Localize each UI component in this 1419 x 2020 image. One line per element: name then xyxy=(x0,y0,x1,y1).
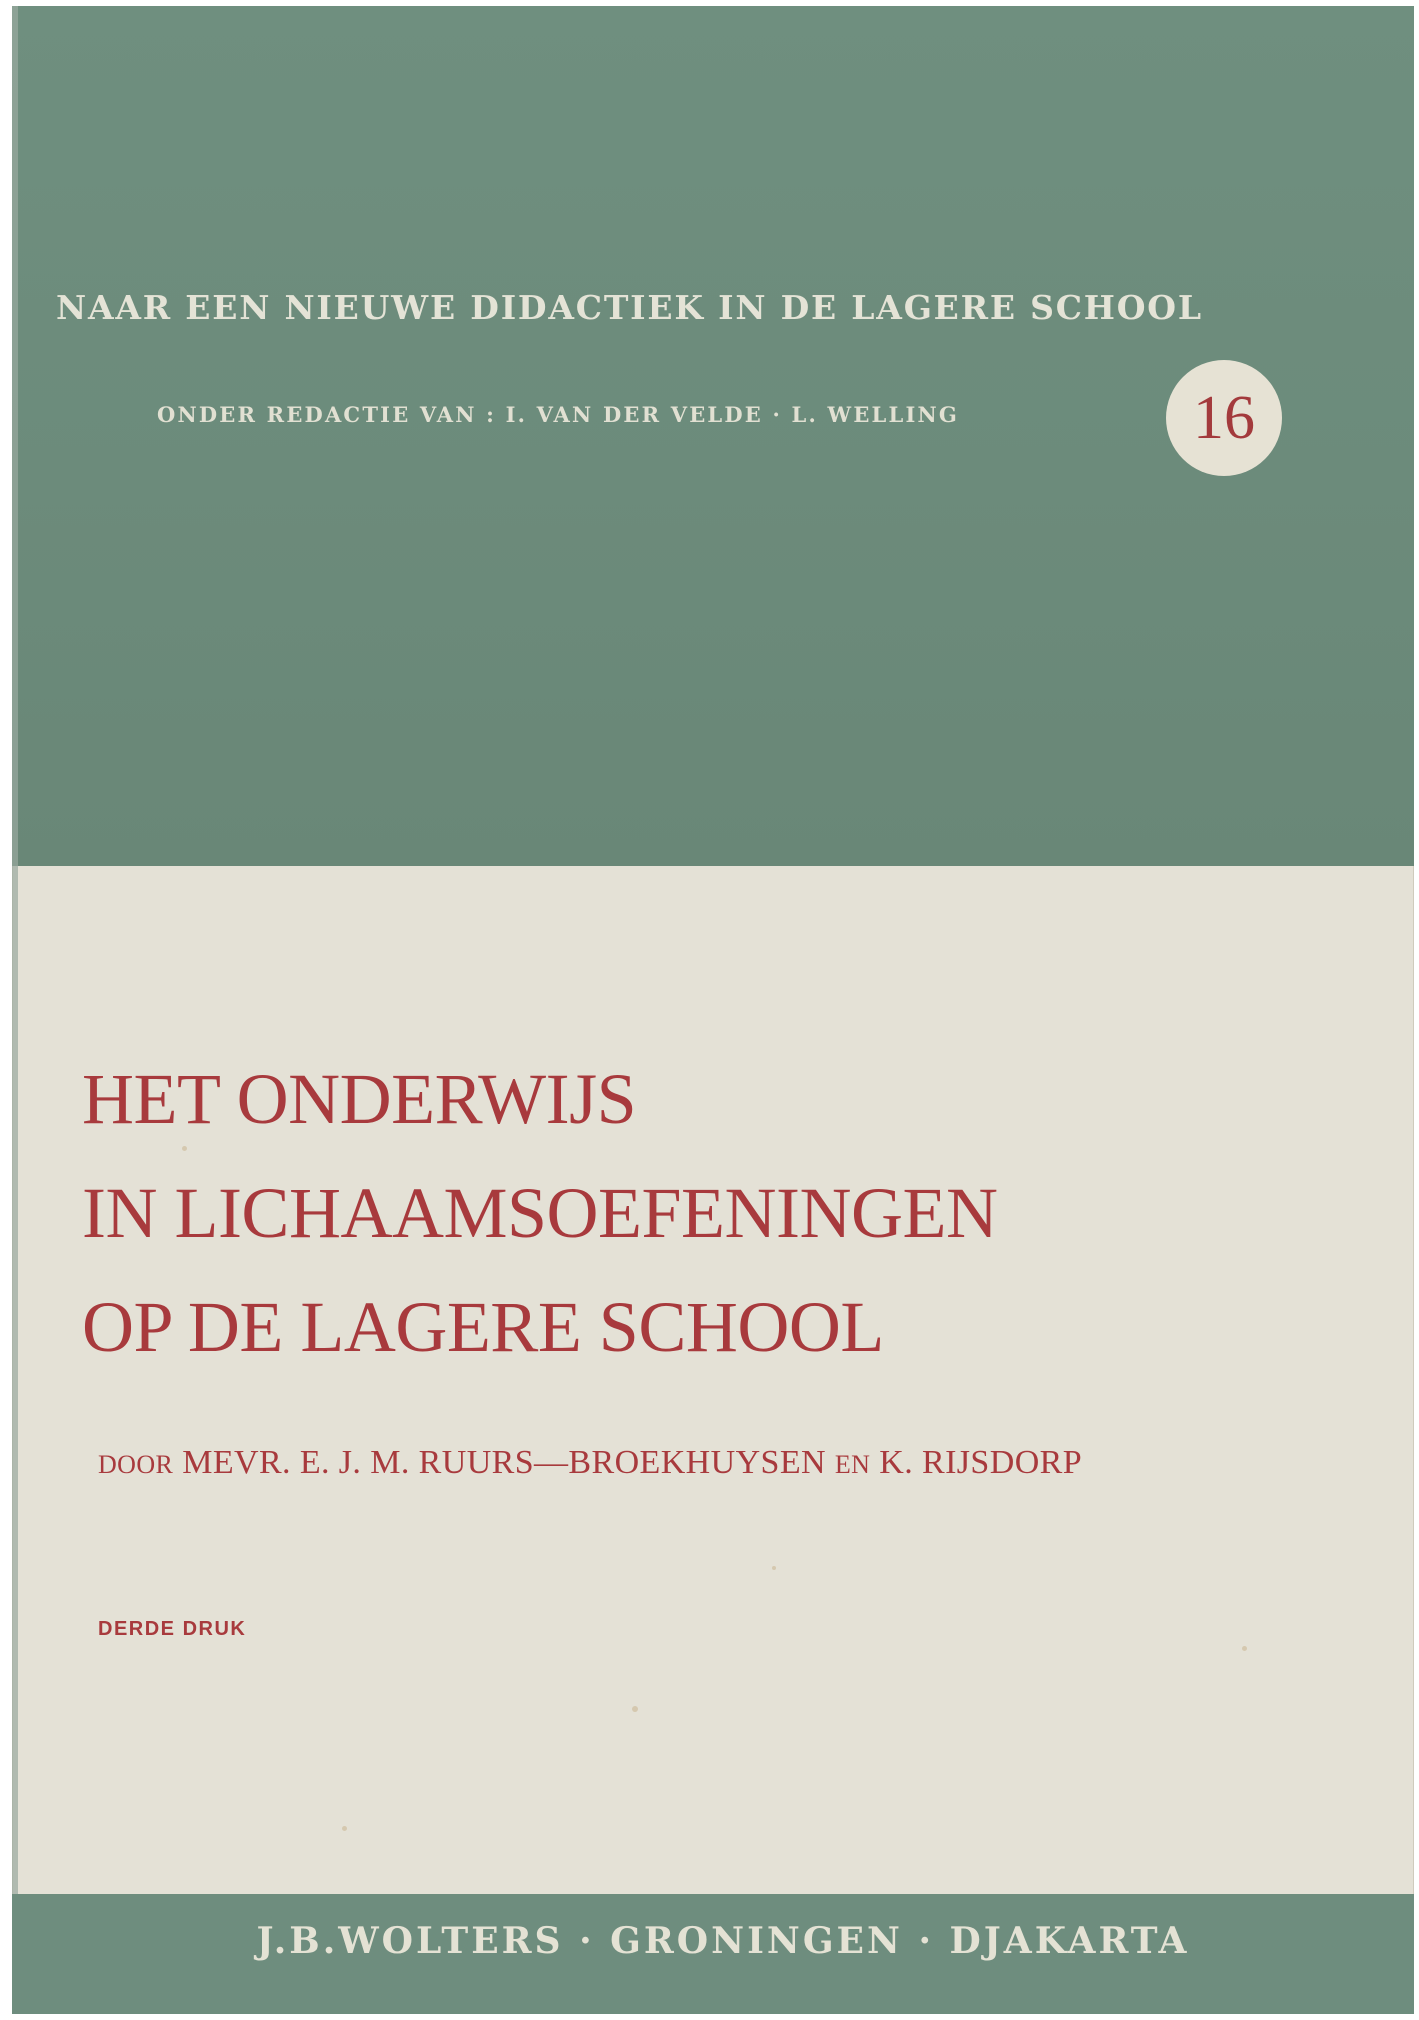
series-title: NAAR EEN NIEUWE DIDACTIEK IN DE LAGERE SCHOOL xyxy=(56,288,1203,327)
top-green-band xyxy=(12,6,1414,866)
volume-badge xyxy=(1166,360,1282,476)
title-line-3: OP DE LAGERE SCHOOL xyxy=(82,1287,884,1367)
edition-label: DERDE DRUK xyxy=(98,1618,247,1640)
bottom-green-band xyxy=(12,1894,1414,2014)
authors-mevr: MEVR. xyxy=(182,1444,291,1481)
title-line-2: IN LICHAAMSOEFENINGEN xyxy=(82,1173,998,1253)
volume-number: 16 xyxy=(1193,383,1255,452)
cover-edge xyxy=(12,6,18,2014)
paper-speck xyxy=(772,1566,776,1570)
authors-line xyxy=(98,1444,1348,1482)
title-line-1: HET ONDERWIJS xyxy=(82,1059,637,1139)
authors-door: DOOR xyxy=(98,1450,174,1479)
paper-speck xyxy=(632,1706,638,1712)
authors-en: EN xyxy=(834,1450,871,1479)
editors-line: ONDER REDACTIE VAN : I. VAN DER VELDE · L. WELLING xyxy=(157,402,960,427)
publisher-line: J.B.WOLTERS · GRONINGEN · DJAKARTA xyxy=(256,1920,1190,1962)
book-cover xyxy=(12,6,1414,2014)
main-title xyxy=(82,1042,1282,1384)
paper-speck xyxy=(342,1826,347,1831)
paper-speck xyxy=(182,1146,187,1151)
author-2: K. RIJSDORP xyxy=(879,1444,1083,1481)
paper-speck xyxy=(1242,1646,1247,1651)
author-1: E. J. M. RUURS—BROEKHUYSEN xyxy=(299,1444,826,1481)
